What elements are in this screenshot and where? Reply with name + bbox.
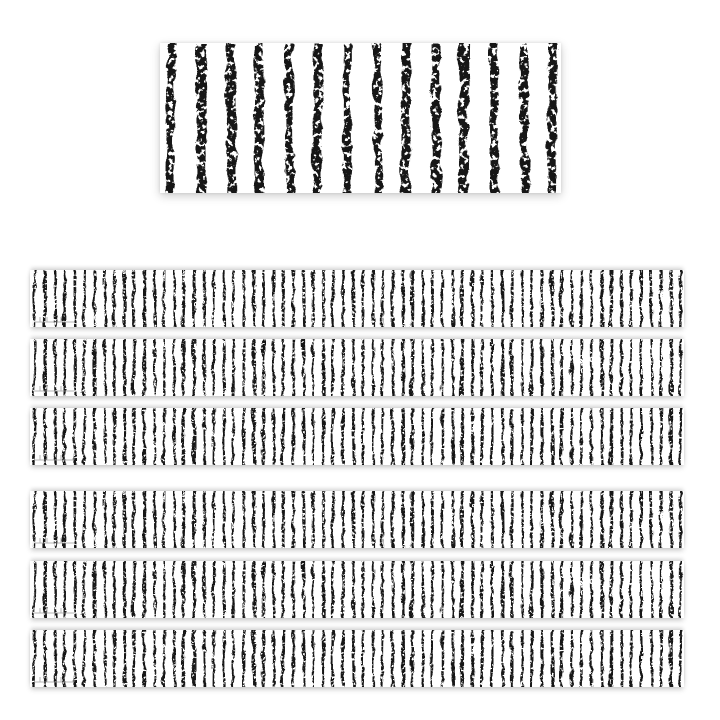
- border-strip: [30, 270, 684, 327]
- fine-print-mark: [33, 535, 75, 544]
- fine-print-mark: [33, 674, 75, 683]
- border-strip: [30, 561, 684, 618]
- border-strip: [30, 491, 684, 548]
- fine-print-mark: [33, 452, 75, 461]
- border-strip: [30, 408, 684, 465]
- stripe-pattern: [30, 491, 684, 548]
- stripe-pattern: [30, 561, 684, 618]
- stripe-pattern: [30, 408, 684, 465]
- stripe-pattern: [30, 339, 684, 396]
- fine-print-mark: [33, 314, 75, 323]
- border-strip: [30, 339, 684, 396]
- stripe-pattern: [30, 630, 684, 687]
- fine-print-mark: [33, 383, 75, 392]
- stripe-pattern: [30, 270, 684, 327]
- border-strip: [30, 630, 684, 687]
- fine-print-mark: [33, 605, 75, 614]
